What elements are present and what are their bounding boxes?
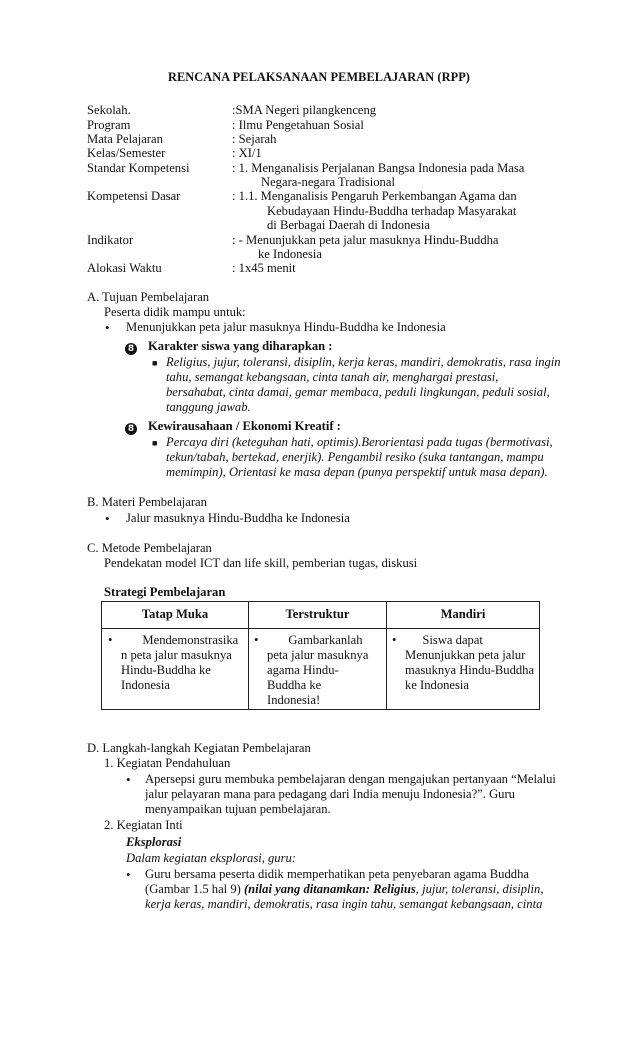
identity-value-alokasi: : 1x45 menit (232, 261, 296, 275)
identity-label-alokasi: Alokasi Waktu (87, 261, 162, 275)
karakter-line-1: Religius, jujur, toleransi, disiplin, kerja keras, mandiri, demokratis, rasa ingin (166, 355, 561, 369)
cell-line: Indonesia (121, 678, 170, 692)
kewira-line-3: memimpin), Orientasi ke masa depan (punya perspektif untuk masa depan). (166, 465, 548, 479)
step-1-line-1: Apersepsi guru membuka pembelajaran dengan mengajukan pertanyaan “Melalui (145, 772, 556, 786)
table-header-tatap-muka: Tatap Muka (141, 607, 209, 621)
bullet-icon: • (108, 633, 113, 647)
identity-label-program: Program (87, 118, 131, 132)
cell-line: agama Hindu- (267, 663, 339, 677)
kewira-line-1: Percaya diri (keteguhan hati, optimis).Berorientasi pada tugas (bermotivasi, (166, 435, 553, 449)
cell-line: ke Indonesia (405, 678, 469, 692)
identity-label-sekolah: Sekolah. (87, 103, 131, 117)
section-a-bullet: Menunjukkan peta jalur masuknya Hindu-Buddha ke Indonesia (126, 320, 446, 334)
karakter-line-2: tahu, semangat kebangsaan, cinta tanah air, menghargai prestasi, (166, 370, 499, 384)
identity-value-kd-cont-2: di Berbagai Daerah di Indonesia (267, 218, 430, 232)
karakter-line-3: bersahabat, cinta damai, gemar membaca, peduli lingkungan, peduli sosial, (166, 385, 550, 399)
table-header-mandiri: Mandiri (440, 607, 486, 621)
step-1-line-3: menyampaikan tujuan pembelajaran. (145, 802, 331, 816)
line-part: (nilai yang ditanamkan: (243, 882, 374, 896)
square-bullet-icon: ■ (152, 358, 158, 368)
bullet-icon: • (126, 772, 131, 787)
page-title: RENCANA PELAKSANAAN PEMBELAJARAN (RPP) (168, 70, 470, 84)
table-cell-terstruktur (254, 633, 368, 708)
cell-line: Hindu-Buddha ke (121, 663, 211, 677)
kewira-line-2: tekun/tabah, bertekad, enerjik). Pengambil resiko (suka tantangan, mampu (166, 450, 544, 464)
step-1-line-2: jalur pelayaran mana para pedagang dari India menuju Indonesia?”. Guru (145, 787, 515, 801)
section-b-bullet: Jalur masuknya Hindu-Buddha ke Indonesia (126, 511, 350, 525)
cell-line: Menunjukkan peta jalur (405, 648, 526, 662)
eksplorasi-line-1: Guru bersama peserta didik memperhatikan peta penyebaran agama Buddha (145, 867, 529, 881)
cell-line: n peta jalur masuknya (121, 648, 232, 662)
eksplorasi-heading: Eksplorasi (126, 835, 182, 849)
identity-value-program: : Ilmu Pengetahuan Sosial (232, 118, 364, 132)
identity-label-indikator: Indikator (87, 233, 134, 247)
cell-line: masuknya Hindu-Buddha (405, 663, 535, 677)
line-part: , jujur, toleransi, disiplin, (415, 882, 544, 896)
identity-value-sekolah: :SMA Negeri pilangkenceng (232, 103, 377, 117)
identity-value-indikator: : - Menunjukkan peta jalur masuknya Hindu-Buddha (232, 233, 499, 247)
cell-line: Indonesia! (267, 693, 321, 707)
section-d-heading: D. Langkah-langkah Kegiatan Pembelajaran (87, 741, 311, 755)
identity-label-kd: Kompetensi Dasar (87, 189, 181, 203)
identity-value-kd-cont-1: Kebudayaan Hindu-Buddha terhadap Masyarakat (267, 204, 517, 218)
identity-label-kelas: Kelas/Semester (87, 146, 166, 160)
bullet-icon: • (105, 320, 110, 335)
identity-value-mapel: : Sejarah (232, 132, 277, 146)
line-part: (Gambar 1.5 hal 9) (145, 882, 244, 896)
step-1-heading: 1. Kegiatan Pendahuluan (104, 756, 231, 770)
eksplorasi-intro: Dalam kegiatan eksplorasi, guru: (126, 851, 296, 865)
bullet-icon: • (105, 511, 110, 526)
eksplorasi-line-2 (145, 882, 543, 897)
section-b-heading: B. Materi Pembelajaran (87, 495, 207, 509)
cell-line: Mendemonstrasika (142, 633, 239, 647)
step-2-heading: 2. Kegiatan Inti (104, 818, 183, 832)
section-c-heading: C. Metode Pembelajaran (87, 541, 212, 555)
bullet-icon: • (126, 867, 131, 882)
strategi-heading: Strategi Pembelajaran (104, 585, 226, 599)
bullet-icon: • (392, 633, 397, 647)
identity-label-sk: Standar Kompetensi (87, 161, 190, 175)
identity-value-sk: : 1. Menganalisis Perjalanan Bangsa Indonesia pada Masa (232, 161, 525, 175)
kewirausahaan-heading: Kewirausahaan / Ekonomi Kreatif : (148, 419, 341, 433)
table-cell-mandiri (392, 633, 534, 693)
section-a-intro: Peserta didik mampu untuk: (104, 305, 246, 319)
identity-value-sk-cont: Negara-negara Tradisional (261, 175, 395, 189)
cell-line: Siswa dapat (422, 633, 483, 647)
cell-line: Gambarkanlah (288, 633, 363, 647)
karakter-heading: Karakter siswa yang diharapkan : (148, 339, 333, 353)
identity-value-indikator-cont: ke Indonesia (258, 247, 322, 261)
identity-value-kd: : 1.1. Menganalisis Pengaruh Perkembangan Agama dan (232, 189, 517, 203)
line-part: Religius (373, 882, 416, 896)
identity-label-mapel: Mata Pelajaran (87, 132, 163, 146)
table-header-terstruktur: Terstruktur (285, 607, 350, 621)
square-bullet-icon: ■ (152, 438, 158, 448)
section-c-text: Pendekatan model ICT dan life skill, pemberian tugas, diskusi (104, 556, 418, 570)
identity-value-kelas: : XI/1 (232, 146, 262, 160)
numbered-circle-icon: 8 (125, 419, 137, 435)
strategi-table (101, 601, 540, 710)
numbered-circle-icon: 8 (125, 339, 137, 355)
karakter-line-4: tanggung jawab. (166, 400, 251, 414)
cell-line: Buddha ke (267, 678, 322, 692)
cell-line: peta jalur masuknya (267, 648, 369, 662)
bullet-icon: • (254, 633, 259, 647)
table-cell-tatap-muka (108, 633, 238, 693)
eksplorasi-line-3: kerja keras, mandiri, demokratis, rasa ingin tahu, semangat kebangsaan, cinta (145, 897, 543, 911)
section-a-heading: A. Tujuan Pembelajaran (87, 290, 210, 304)
